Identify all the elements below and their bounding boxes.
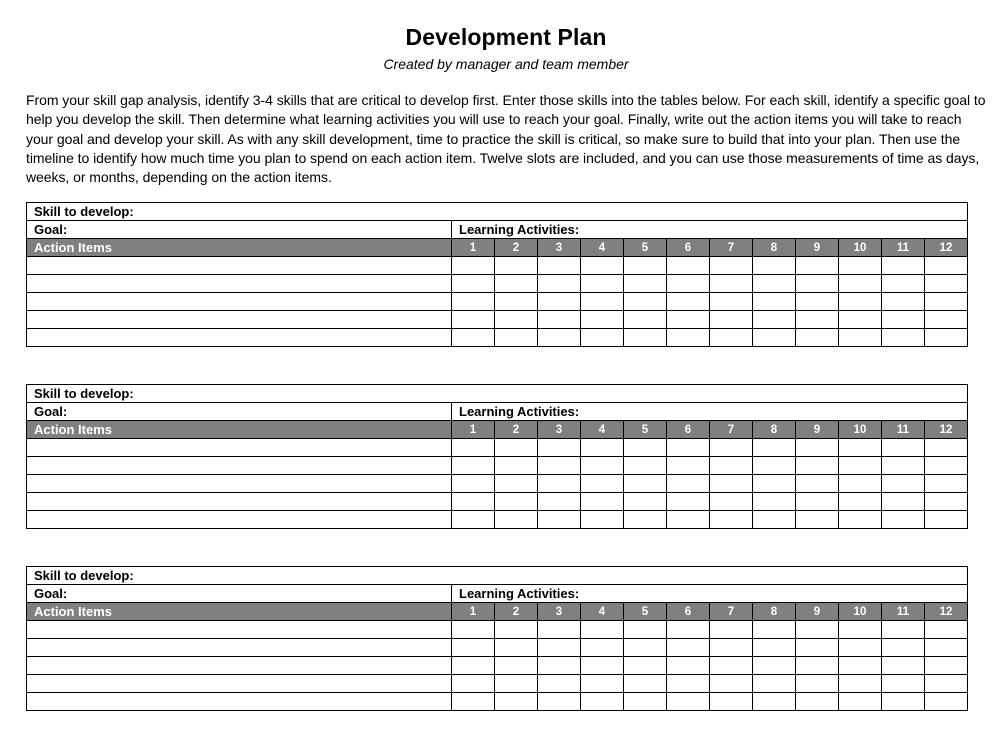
timeline-cell[interactable] (624, 621, 667, 639)
timeline-cell[interactable] (581, 275, 624, 293)
timeline-cell[interactable] (495, 329, 538, 347)
timeline-slot-header: 4 (581, 239, 624, 257)
goal-row (27, 585, 968, 603)
timeline-cell[interactable] (495, 275, 538, 293)
learning-activities-field[interactable] (452, 403, 968, 421)
timeline-cell[interactable] (796, 475, 839, 493)
timeline-cell[interactable] (839, 311, 882, 329)
timeline-cell[interactable] (538, 693, 581, 711)
goal-field[interactable] (27, 403, 452, 421)
timeline-cell[interactable] (839, 257, 882, 275)
timeline-slot-header: 8 (753, 421, 796, 439)
timeline-cell[interactable] (882, 511, 925, 529)
timeline-cell[interactable] (925, 275, 968, 293)
timeline-cell[interactable] (667, 275, 710, 293)
timeline-cell[interactable] (495, 693, 538, 711)
timeline-cell[interactable] (667, 693, 710, 711)
timeline-slot-header: 5 (624, 421, 667, 439)
timeline-cell[interactable] (495, 675, 538, 693)
timeline-cell[interactable] (753, 329, 796, 347)
timeline-cell[interactable] (710, 657, 753, 675)
action-item-row (27, 329, 968, 347)
timeline-cell[interactable] (495, 493, 538, 511)
timeline-cell[interactable] (452, 293, 495, 311)
timeline-slot-header: 7 (710, 239, 753, 257)
timeline-cell[interactable] (667, 475, 710, 493)
development-table-2 (26, 384, 968, 529)
timeline-slot-header: 9 (796, 239, 839, 257)
timeline-cell[interactable] (796, 511, 839, 529)
timeline-cell[interactable] (710, 639, 753, 657)
timeline-cell[interactable] (452, 693, 495, 711)
timeline-cell[interactable] (753, 475, 796, 493)
action-item-row (27, 293, 968, 311)
timeline-cell[interactable] (710, 493, 753, 511)
timeline-slot-header: 1 (452, 603, 495, 621)
timeline-cell[interactable] (581, 257, 624, 275)
page-title: Development Plan (405, 24, 607, 50)
timeline-cell[interactable] (796, 329, 839, 347)
timeline-slot-header: 6 (667, 421, 710, 439)
timeline-cell[interactable] (538, 275, 581, 293)
timeline-cell[interactable] (753, 293, 796, 311)
timeline-cell[interactable] (925, 621, 968, 639)
timeline-cell[interactable] (538, 475, 581, 493)
timeline-cell[interactable] (710, 621, 753, 639)
timeline-cell[interactable] (452, 511, 495, 529)
timeline-slot-header: 4 (581, 421, 624, 439)
timeline-cell[interactable] (495, 621, 538, 639)
timeline-slot-header: 6 (667, 603, 710, 621)
action-item-row (27, 257, 968, 275)
action-item-cell[interactable] (27, 439, 452, 457)
action-item-row (27, 639, 968, 657)
timeline-cell[interactable] (667, 511, 710, 529)
timeline-cell[interactable] (452, 275, 495, 293)
timeline-cell[interactable] (796, 257, 839, 275)
timeline-cell[interactable] (667, 311, 710, 329)
timeline-cell[interactable] (882, 457, 925, 475)
timeline-cell[interactable] (624, 329, 667, 347)
timeline-cell[interactable] (753, 311, 796, 329)
timeline-cell[interactable] (495, 657, 538, 675)
timeline-cell[interactable] (624, 675, 667, 693)
learning-activities-field[interactable] (452, 585, 968, 603)
timeline-cell[interactable] (624, 275, 667, 293)
timeline-cell[interactable] (796, 693, 839, 711)
timeline-cell[interactable] (624, 293, 667, 311)
timeline-cell[interactable] (495, 257, 538, 275)
action-item-row (27, 311, 968, 329)
timeline-cell[interactable] (624, 311, 667, 329)
skill-label: Skill to develop: (34, 203, 134, 219)
timeline-cell[interactable] (452, 639, 495, 657)
timeline-cell[interactable] (538, 329, 581, 347)
timeline-cell[interactable] (796, 639, 839, 657)
timeline-cell[interactable] (753, 257, 796, 275)
action-items-heading: Action Items (27, 603, 452, 621)
timeline-cell[interactable] (581, 657, 624, 675)
timeline-cell[interactable] (624, 493, 667, 511)
instructions-paragraph: From your skill gap analysis, identify 3-4 skills that are critical to develop first. Enter those skills into the tables below. For each skill, identify a specific goal to help you develop the skill. Then determine what learning activities you will use to reach your goal. Finally, write out the action items you will take to reach your goal and develop your skill. As with any skill development, time to practice the skill is critical, so make sure to build that into your plan. Then use the timeline to identify how much time you plan to spend on each action item. Twelve slots are included, and you can use those measurements of time as days, weeks, or months, depending on the action items. (26, 92, 986, 186)
timeline-cell[interactable] (581, 439, 624, 457)
timeline-cell[interactable] (796, 311, 839, 329)
timeline-cell[interactable] (753, 511, 796, 529)
timeline-cell[interactable] (753, 657, 796, 675)
timeline-cell[interactable] (495, 457, 538, 475)
timeline-slot-header: 12 (925, 239, 968, 257)
action-item-row (27, 493, 968, 511)
timeline-slot-header: 3 (538, 603, 581, 621)
timeline-cell[interactable] (452, 457, 495, 475)
goal-label: Goal: (34, 403, 68, 419)
timeline-cell[interactable] (452, 675, 495, 693)
learning-activities-label: Learning Activities: (459, 221, 580, 237)
timeline-cell[interactable] (796, 621, 839, 639)
timeline-cell[interactable] (538, 657, 581, 675)
action-item-row (27, 475, 968, 493)
timeline-cell[interactable] (882, 693, 925, 711)
timeline-cell[interactable] (925, 511, 968, 529)
action-item-cell[interactable] (27, 621, 452, 639)
timeline-cell[interactable] (624, 457, 667, 475)
timeline-cell[interactable] (882, 293, 925, 311)
action-item-cell[interactable] (27, 457, 452, 475)
timeline-cell[interactable] (624, 439, 667, 457)
timeline-cell[interactable] (882, 675, 925, 693)
timeline-cell[interactable] (495, 511, 538, 529)
timeline-cell[interactable] (882, 257, 925, 275)
timeline-slot-header: 1 (452, 421, 495, 439)
goal-field[interactable] (27, 585, 452, 603)
timeline-cell[interactable] (538, 439, 581, 457)
goal-label: Goal: (34, 221, 68, 237)
action-item-cell[interactable] (27, 693, 452, 711)
timeline-cell[interactable] (452, 475, 495, 493)
timeline-cell[interactable] (452, 657, 495, 675)
timeline-cell[interactable] (710, 511, 753, 529)
timeline-cell[interactable] (581, 475, 624, 493)
development-table-1 (26, 202, 968, 347)
timeline-slot-header: 12 (925, 421, 968, 439)
action-item-cell[interactable] (27, 275, 452, 293)
timeline-cell[interactable] (753, 439, 796, 457)
action-item-row (27, 439, 968, 457)
timeline-cell[interactable] (581, 311, 624, 329)
action-item-cell[interactable] (27, 657, 452, 675)
goal-field[interactable] (27, 221, 452, 239)
timeline-cell[interactable] (710, 693, 753, 711)
action-items-header (27, 239, 968, 257)
skill-field[interactable] (27, 203, 968, 221)
action-item-cell[interactable] (27, 493, 452, 511)
action-item-row (27, 657, 968, 675)
timeline-cell[interactable] (538, 511, 581, 529)
timeline-cell[interactable] (581, 511, 624, 529)
timeline-cell[interactable] (839, 293, 882, 311)
timeline-cell[interactable] (753, 275, 796, 293)
timeline-cell[interactable] (925, 493, 968, 511)
timeline-slot-header: 5 (624, 239, 667, 257)
timeline-cell[interactable] (452, 439, 495, 457)
timeline-cell[interactable] (538, 293, 581, 311)
timeline-cell[interactable] (925, 639, 968, 657)
timeline-slot-header: 2 (495, 421, 538, 439)
skill-row (27, 567, 968, 585)
timeline-cell[interactable] (667, 293, 710, 311)
timeline-cell[interactable] (667, 257, 710, 275)
timeline-cell[interactable] (495, 293, 538, 311)
timeline-cell[interactable] (839, 639, 882, 657)
timeline-cell[interactable] (495, 439, 538, 457)
timeline-cell[interactable] (667, 675, 710, 693)
timeline-slot-header: 8 (753, 239, 796, 257)
action-item-cell[interactable] (27, 511, 452, 529)
timeline-cell[interactable] (710, 293, 753, 311)
timeline-slot-header: 1 (452, 239, 495, 257)
action-items-heading: Action Items (27, 239, 452, 257)
timeline-cell[interactable] (882, 493, 925, 511)
timeline-slot-header: 11 (882, 603, 925, 621)
timeline-cell[interactable] (452, 493, 495, 511)
timeline-slot-header: 9 (796, 603, 839, 621)
timeline-cell[interactable] (710, 675, 753, 693)
timeline-cell[interactable] (839, 621, 882, 639)
timeline-cell[interactable] (495, 311, 538, 329)
skill-row (27, 203, 968, 221)
timeline-cell[interactable] (796, 293, 839, 311)
timeline-slot-header: 7 (710, 603, 753, 621)
timeline-cell[interactable] (538, 311, 581, 329)
timeline-cell[interactable] (753, 675, 796, 693)
action-item-row (27, 621, 968, 639)
timeline-slot-header: 12 (925, 603, 968, 621)
goal-label: Goal: (34, 585, 68, 601)
timeline-cell[interactable] (925, 457, 968, 475)
learning-activities-label: Learning Activities: (459, 585, 580, 601)
timeline-slot-header: 6 (667, 239, 710, 257)
timeline-cell[interactable] (452, 257, 495, 275)
timeline-slot-header: 10 (839, 421, 882, 439)
timeline-cell[interactable] (581, 675, 624, 693)
timeline-cell[interactable] (796, 439, 839, 457)
timeline-cell[interactable] (753, 693, 796, 711)
timeline-cell[interactable] (538, 639, 581, 657)
action-item-row (27, 693, 968, 711)
timeline-cell[interactable] (839, 675, 882, 693)
skill-label: Skill to develop: (34, 567, 134, 583)
learning-activities-field[interactable] (452, 221, 968, 239)
timeline-cell[interactable] (624, 693, 667, 711)
timeline-cell[interactable] (624, 257, 667, 275)
goal-row (27, 403, 968, 421)
goal-row (27, 221, 968, 239)
timeline-cell[interactable] (667, 457, 710, 475)
timeline-slot-header: 2 (495, 603, 538, 621)
timeline-cell[interactable] (538, 257, 581, 275)
timeline-cell[interactable] (839, 693, 882, 711)
timeline-cell[interactable] (753, 639, 796, 657)
skill-row (27, 385, 968, 403)
timeline-cell[interactable] (581, 457, 624, 475)
timeline-cell[interactable] (667, 329, 710, 347)
timeline-cell[interactable] (495, 475, 538, 493)
timeline-cell[interactable] (882, 475, 925, 493)
action-item-cell[interactable] (27, 475, 452, 493)
timeline-cell[interactable] (839, 493, 882, 511)
action-item-row (27, 275, 968, 293)
timeline-cell[interactable] (839, 329, 882, 347)
timeline-cell[interactable] (581, 329, 624, 347)
timeline-cell[interactable] (710, 257, 753, 275)
action-item-cell[interactable] (27, 329, 452, 347)
timeline-cell[interactable] (882, 275, 925, 293)
timeline-cell[interactable] (753, 493, 796, 511)
timeline-cell[interactable] (753, 457, 796, 475)
timeline-cell[interactable] (452, 621, 495, 639)
timeline-slot-header: 10 (839, 239, 882, 257)
action-item-cell[interactable] (27, 675, 452, 693)
timeline-cell[interactable] (581, 493, 624, 511)
timeline-cell[interactable] (452, 311, 495, 329)
timeline-slot-header: 11 (882, 421, 925, 439)
timeline-cell[interactable] (667, 621, 710, 639)
timeline-cell[interactable] (796, 457, 839, 475)
timeline-slot-header: 2 (495, 239, 538, 257)
action-item-row (27, 511, 968, 529)
timeline-slot-header: 9 (796, 421, 839, 439)
timeline-cell[interactable] (925, 311, 968, 329)
timeline-slot-header: 5 (624, 603, 667, 621)
timeline-slot-header: 3 (538, 421, 581, 439)
timeline-cell[interactable] (882, 621, 925, 639)
timeline-cell[interactable] (839, 475, 882, 493)
timeline-cell[interactable] (710, 311, 753, 329)
timeline-cell[interactable] (710, 457, 753, 475)
timeline-cell[interactable] (882, 311, 925, 329)
timeline-cell[interactable] (753, 621, 796, 639)
timeline-cell[interactable] (882, 439, 925, 457)
timeline-cell[interactable] (624, 475, 667, 493)
timeline-cell[interactable] (710, 329, 753, 347)
action-items-header (27, 421, 968, 439)
timeline-cell[interactable] (452, 329, 495, 347)
timeline-cell[interactable] (624, 657, 667, 675)
timeline-cell[interactable] (667, 439, 710, 457)
action-item-cell[interactable] (27, 639, 452, 657)
timeline-cell[interactable] (839, 657, 882, 675)
timeline-cell[interactable] (925, 329, 968, 347)
skill-label: Skill to develop: (34, 385, 134, 401)
action-items-heading: Action Items (27, 421, 452, 439)
timeline-cell[interactable] (925, 693, 968, 711)
timeline-cell[interactable] (839, 275, 882, 293)
timeline-cell[interactable] (925, 657, 968, 675)
timeline-cell[interactable] (839, 439, 882, 457)
timeline-cell[interactable] (882, 639, 925, 657)
timeline-cell[interactable] (667, 639, 710, 657)
timeline-cell[interactable] (538, 493, 581, 511)
timeline-cell[interactable] (839, 457, 882, 475)
timeline-slot-header: 10 (839, 603, 882, 621)
timeline-cell[interactable] (624, 639, 667, 657)
timeline-cell[interactable] (925, 475, 968, 493)
timeline-cell[interactable] (796, 675, 839, 693)
timeline-cell[interactable] (839, 511, 882, 529)
timeline-cell[interactable] (495, 639, 538, 657)
timeline-cell[interactable] (624, 511, 667, 529)
timeline-cell[interactable] (581, 639, 624, 657)
timeline-cell[interactable] (581, 621, 624, 639)
development-table-3 (26, 566, 968, 711)
skill-field[interactable] (27, 567, 968, 585)
timeline-slot-header: 8 (753, 603, 796, 621)
timeline-cell[interactable] (710, 475, 753, 493)
skill-field[interactable] (27, 385, 968, 403)
timeline-cell[interactable] (581, 693, 624, 711)
timeline-slot-header: 11 (882, 239, 925, 257)
learning-activities-label: Learning Activities: (459, 403, 580, 419)
timeline-cell[interactable] (882, 657, 925, 675)
action-item-row (27, 457, 968, 475)
timeline-cell[interactable] (796, 657, 839, 675)
timeline-cell[interactable] (538, 621, 581, 639)
action-item-cell[interactable] (27, 311, 452, 329)
action-items-header (27, 603, 968, 621)
page-subtitle: Created by manager and team member (383, 56, 629, 72)
timeline-cell[interactable] (581, 293, 624, 311)
timeline-cell[interactable] (925, 257, 968, 275)
timeline-cell[interactable] (710, 439, 753, 457)
timeline-cell[interactable] (796, 275, 839, 293)
timeline-cell[interactable] (925, 675, 968, 693)
timeline-cell[interactable] (667, 657, 710, 675)
timeline-slot-header: 4 (581, 603, 624, 621)
action-item-cell[interactable] (27, 293, 452, 311)
timeline-cell[interactable] (538, 675, 581, 693)
timeline-cell[interactable] (882, 329, 925, 347)
timeline-slot-header: 3 (538, 239, 581, 257)
timeline-cell[interactable] (925, 439, 968, 457)
action-item-row (27, 675, 968, 693)
timeline-cell[interactable] (925, 293, 968, 311)
timeline-slot-header: 7 (710, 421, 753, 439)
timeline-cell[interactable] (538, 457, 581, 475)
timeline-cell[interactable] (710, 275, 753, 293)
timeline-cell[interactable] (667, 493, 710, 511)
timeline-cell[interactable] (796, 493, 839, 511)
action-item-cell[interactable] (27, 257, 452, 275)
